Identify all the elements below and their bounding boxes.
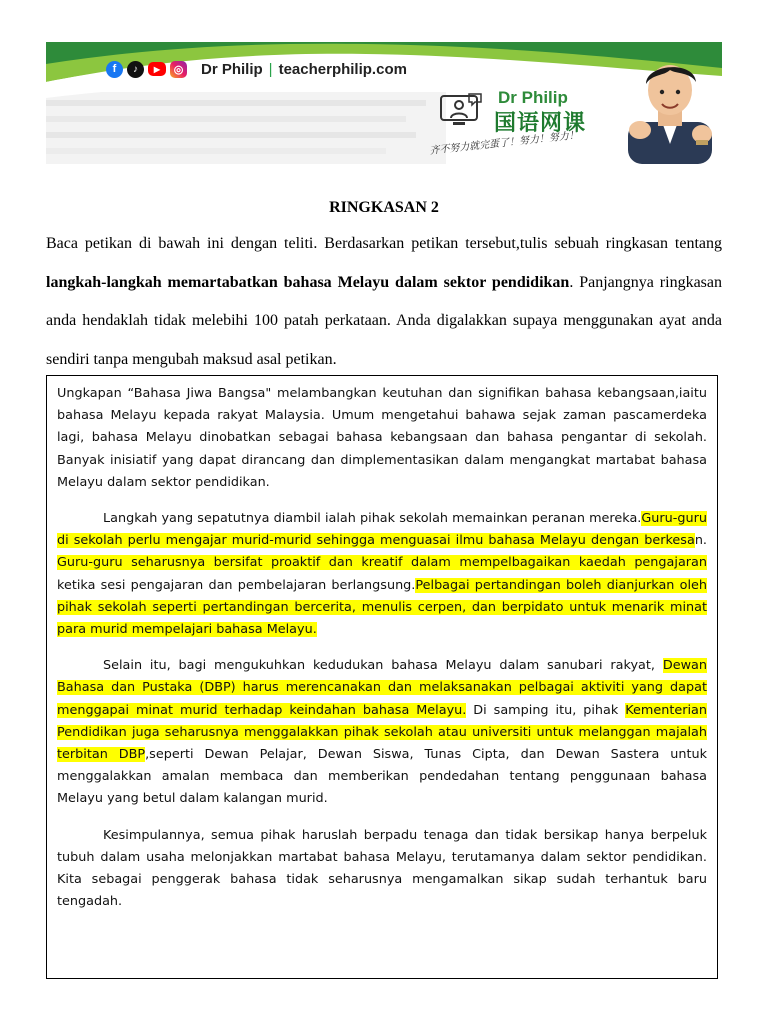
online-class-icon	[439, 92, 483, 130]
passage-paragraph-2	[57, 508, 707, 641]
brand-line	[201, 61, 407, 78]
passage-paragraph-1: Ungkapan “Bahasa Jiwa Bangsa" melambangkan keutuhan dan signifikan bahasa kebangsaan,iaitu bahasa Melayu kepada rakyat Malaysia. Umum mengetahui bahawa sejak zaman pascamerdeka lagi, bahasa Melayu dinobatkan sebagai bahasa kebangsaan dan bahasa pengantar di sekolah. Banyak inisiatif yang dapat dirancang dan dimplementasikan dalam mengangkat martabat bahasa Melayu dalam sektor pendidikan.	[57, 386, 707, 490]
header-banner	[46, 42, 722, 164]
facebook-icon[interactable]: f	[106, 61, 123, 78]
instructions-topic: langkah-langkah memartabatkan bahasa Melayu dalam sektor pendidikan	[46, 273, 570, 291]
logo-name: Dr Philip	[498, 88, 568, 107]
paragraph-2-text-2: n.	[694, 533, 707, 549]
social-row	[106, 58, 407, 80]
paragraph-3-highlight-1: Dewan Bahasa dan Pustaka (DBP) harus merencanakan dan melaksanakan pelbagai aktiviti yang dapat menggapai minat murid terhadap keindahan bahasa Melayu.	[57, 658, 707, 718]
paragraph-3-text-3: ,seperti Dewan Pelajar, Dewan Siswa, Tunas Cipta, dan Dewan Sastera untuk menggalakkan amalan membaca dan memberikan pendedahan tentang penggunaan bahasa Melayu yang betul dalam kalangan murid.	[57, 747, 708, 807]
paragraph-2-highlight-3: Pelbagai pertandingan boleh dianjurkan oleh pihak sekolah seperti pertandingan bercerita, menulis cerpen, dan berpidato untuk menarik minat para murid mempelajari bahasa Melayu.	[57, 577, 707, 638]
teacher-portrait	[618, 52, 722, 164]
instructions-text-1: Baca petikan di bawah ini dengan teliti. Berdasarkan petikan tersebut,tulis sebuah ringkasan tentang	[46, 235, 722, 252]
paragraph-2-highlight-1: Guru-guru di sekolah perlu mengajar murid-murid sehingga menguasai ilmu bahasa Melayu dengan berkesa	[57, 511, 707, 549]
paragraph-3-text-1: Selain itu, bagi mengukuhkan kedudukan bahasa Melayu dalam sanubari rakyat,	[103, 658, 663, 674]
brand-separator: |	[268, 60, 273, 78]
website-link[interactable]: teacherphilip.com	[278, 60, 407, 78]
passage-paragraph-3	[57, 655, 707, 810]
instructions	[46, 225, 722, 379]
paragraph-2-highlight-2: Guru-guru seharusnya bersifat proaktif dan kreatif dalam mempelbagaikan kaedah pengajaran	[57, 555, 707, 571]
paragraph-3-highlight-2: Kementerian Pendidikan juga seharusnya menggalakkan pihak sekolah atau universiti untuk melanggan majalah terbitan DBP	[57, 702, 707, 763]
page-title: RINGKASAN 2	[329, 199, 439, 216]
instructions-text-2: . Panjangnya ringkasan anda hendaklah tidak melebihi 100 patah perkataan. Anda digalakkan supaya menggunakan ayat anda sendiri tanpa mengubah maksud asal petikan.	[46, 273, 722, 368]
passage-paragraph-4: Kesimpulannya, semua pihak haruslah berpadu tenaga dan tidak bersikap hanya berpeluk tubuh dalam usaha melonjakkan martabat bahasa Melayu, terutamanya dalam sektor pendidikan. Kita sebagai penggerak bahasa tidak seharusnya mengamalkan sikap sudah terhantuk baru tengadah.	[57, 827, 707, 910]
brand-name: Dr Philip	[201, 60, 263, 78]
passage-box	[46, 375, 718, 979]
logo-chinese-title: 国语网课	[494, 111, 587, 136]
instagram-icon[interactable]: ◎	[170, 61, 187, 78]
paragraph-2-text-1: Langkah yang sepatutnya diambil ialah pihak sekolah memainkan peranan mereka.	[103, 511, 642, 527]
tiktok-icon[interactable]: ♪	[127, 61, 144, 78]
paragraph-2-text-3: ketika sesi pengajaran dan pembelajaran berlangsung.	[57, 577, 416, 593]
youtube-icon[interactable]: ▶	[148, 62, 166, 76]
logo-slogan: 齐不努力就完蛋了！努力！努力！	[429, 130, 580, 157]
paragraph-3-text-2: Di samping itu, pihak	[466, 702, 626, 718]
